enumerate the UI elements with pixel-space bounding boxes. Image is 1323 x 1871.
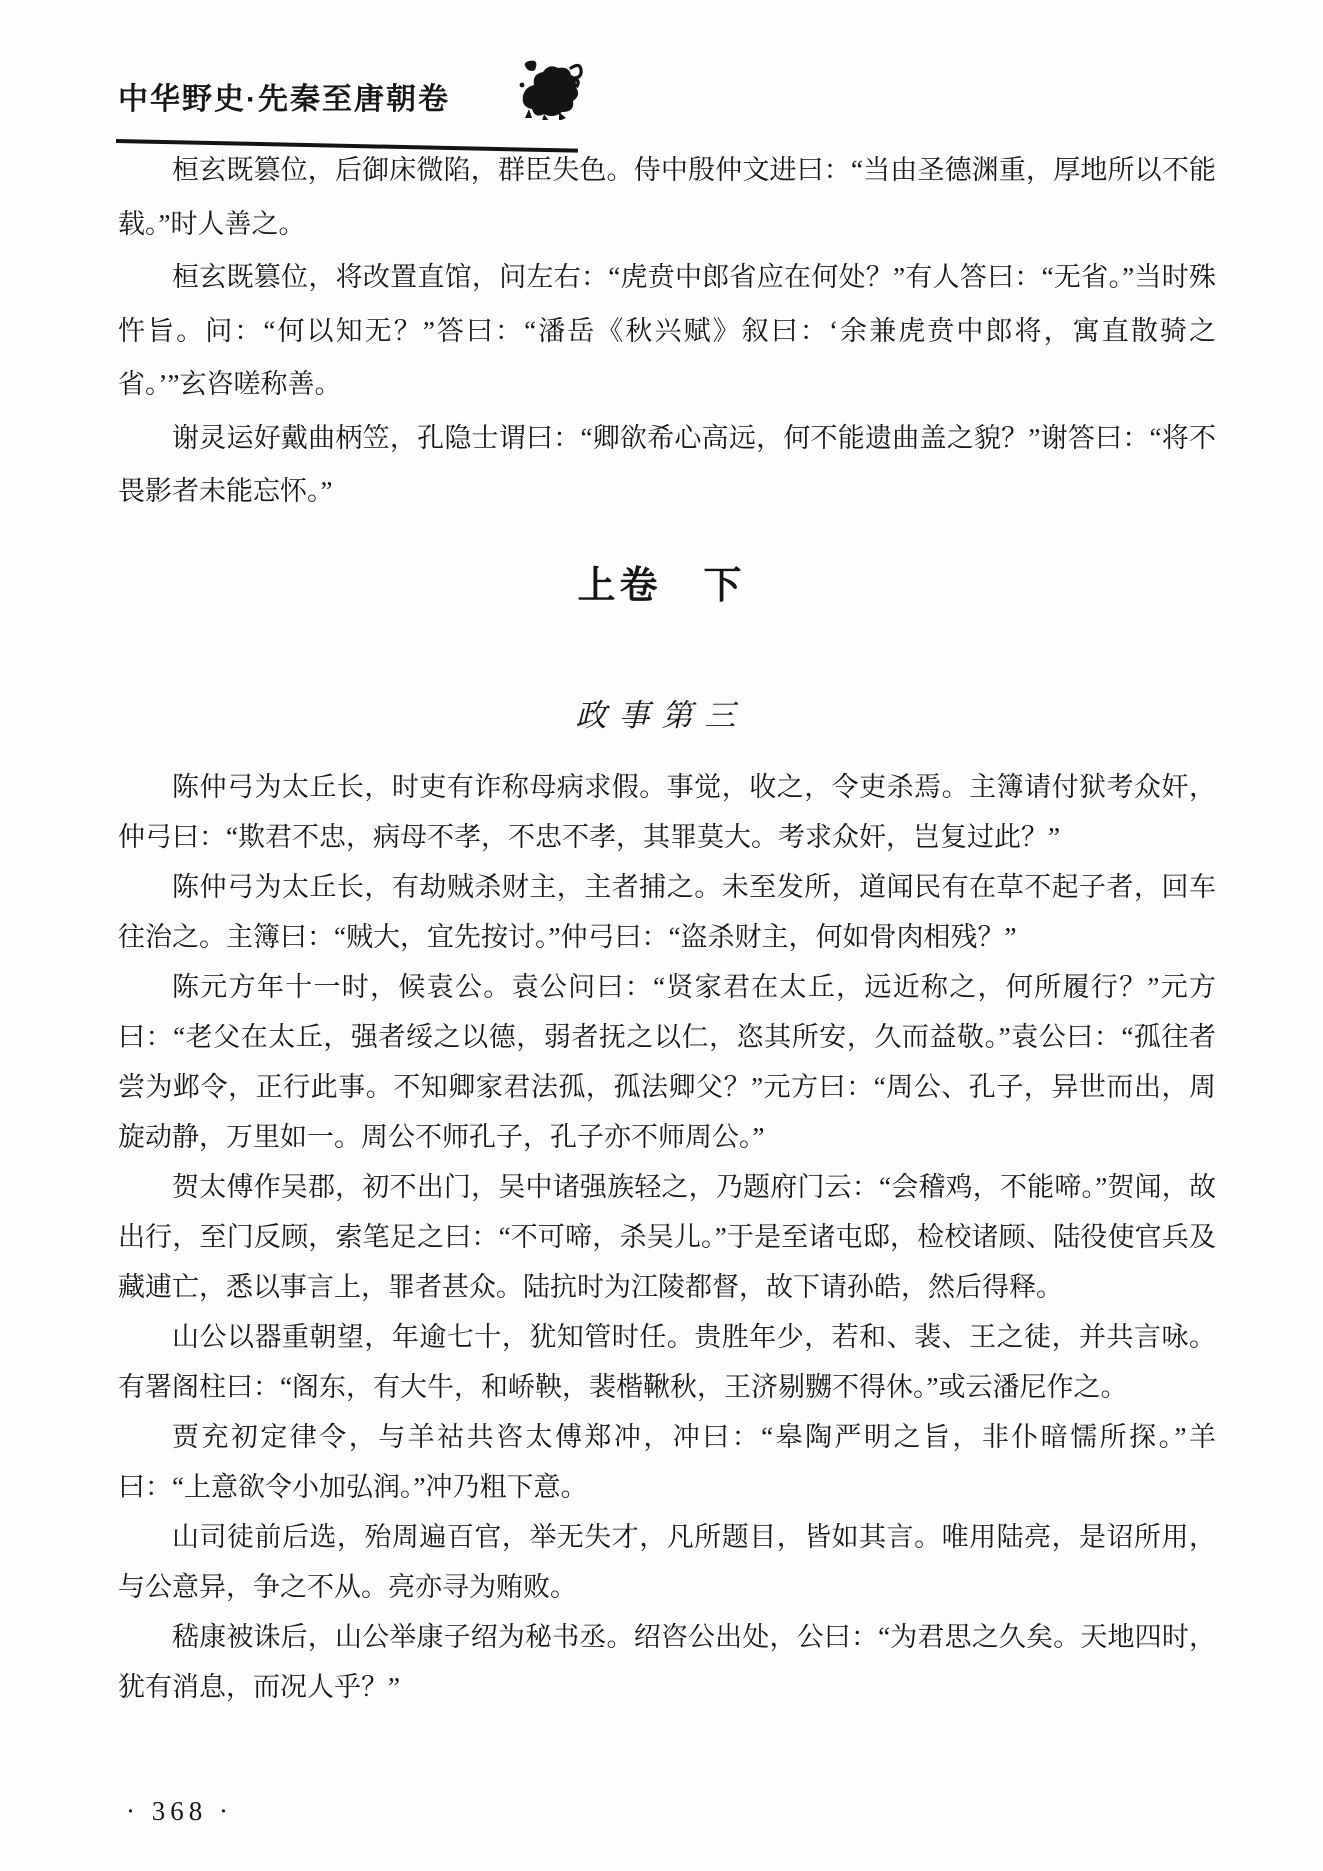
- volume-title: 上卷 下: [577, 565, 746, 607]
- paragraph: 陈元方年十一时，候袁公。袁公问曰：“贤家君在太丘，远近称之，何所履行？”元方曰：“老父在太丘，强者绥之以德，弱者抚之以仁，恣其所安，久而益敬。”袁公曰：“孤往者尝为邺令，正行此事。不知卿家君法孤，孤法卿父？”元方曰：“周公、孔子，异世而出，周旋动静，万里如一。周公不师孔子，孔子亦不师周公。”: [118, 972, 1216, 1152]
- paragraph: 桓玄既篡位，后御床微陷，群臣失色。侍中殷仲文进曰：“当由圣德渊重，厚地所以不能载。”时人善之。: [118, 155, 1216, 239]
- paragraph: 嵇康被诛后，山公举康子绍为秘书丞。绍咨公出处，公曰：“为君思之久矣。天地四时，犹有消息，而况人乎？”: [118, 1622, 1216, 1702]
- paragraph: 贺太傅作吴郡，初不出门，吴中诸强族轻之，乃题府门云：“会稽鸡，不能啼。”贺闻，故出行，至门反顾，索笔足之曰：“不可啼，杀吴儿。”于是至诸屯邸，检校诸顾、陆役使官兵及藏逋亡，悉以事言上，罪者甚众。陆抗时为江陵都督，故下请孙皓，然后得释。: [118, 1172, 1216, 1302]
- page-header: [118, 74, 584, 125]
- page-number: · 368 ·: [126, 1796, 233, 1826]
- body-paragraphs: [118, 762, 1216, 1712]
- paragraph: 桓玄既篡位，将改置直馆，问左右：“虎贲中郎省应在何处？”有人答曰：“无省。”当时殊忤旨。问：“何以知无？”答曰：“潘岳《秋兴赋》叙曰：‘余兼虎贲中郎将，寓直散骑之省。’”玄咨嗟称善。: [118, 262, 1216, 399]
- paragraph: 谢灵运好戴曲柄笠，孔隐士谓曰：“卿欲希心高远，何不能遗曲盖之貌？”谢答曰：“将不畏影者未能忘怀。”: [118, 422, 1216, 506]
- paragraph: 陈仲弓为太丘长，时吏有诈称母病求假。事觉，收之，令吏杀焉。主簿请付狱考众奸，仲弓曰：“欺君不忠，病母不孝，不忠不孝，其罪莫大。考求众奸，岂复过此？”: [118, 772, 1216, 852]
- paragraph: 陈仲弓为太丘长，有劫贼杀财主，主者捕之。未至发所，道闻民有在草不起子者，回车往治之。主簿曰：“贼大，宜先按讨。”仲弓曰：“盗杀财主，何如骨肉相残？”: [118, 872, 1216, 952]
- chapter-title: 政事第三: [575, 698, 748, 733]
- intro-paragraphs: [118, 144, 1216, 519]
- paragraph: 山司徒前后选，殆周遍百官，举无失才，凡所题目，皆如其言。唯用陆亮，是诏所用，与公意异，争之不从。亮亦寻为贿败。: [118, 1522, 1216, 1602]
- paragraph: 贾充初定律令，与羊祜共咨太傅郑冲，冲曰：“皋陶严明之旨，非仆暗懦所探。”羊曰：“上意欲令小加弘润。”冲乃粗下意。: [118, 1422, 1216, 1502]
- paragraph: 山公以器重朝望，年逾七十，犹知管时任。贵胜年少，若和、裴、王之徒，并共言咏。有署阁柱曰：“阁东，有大牛，和峤鞅，裴楷鞦秋，王济剔嬲不得休。”或云潘尼作之。: [118, 1322, 1216, 1402]
- dragon-emblem-icon: [508, 58, 584, 125]
- book-series-title: 中华野史·先秦至唐朝卷: [118, 83, 450, 116]
